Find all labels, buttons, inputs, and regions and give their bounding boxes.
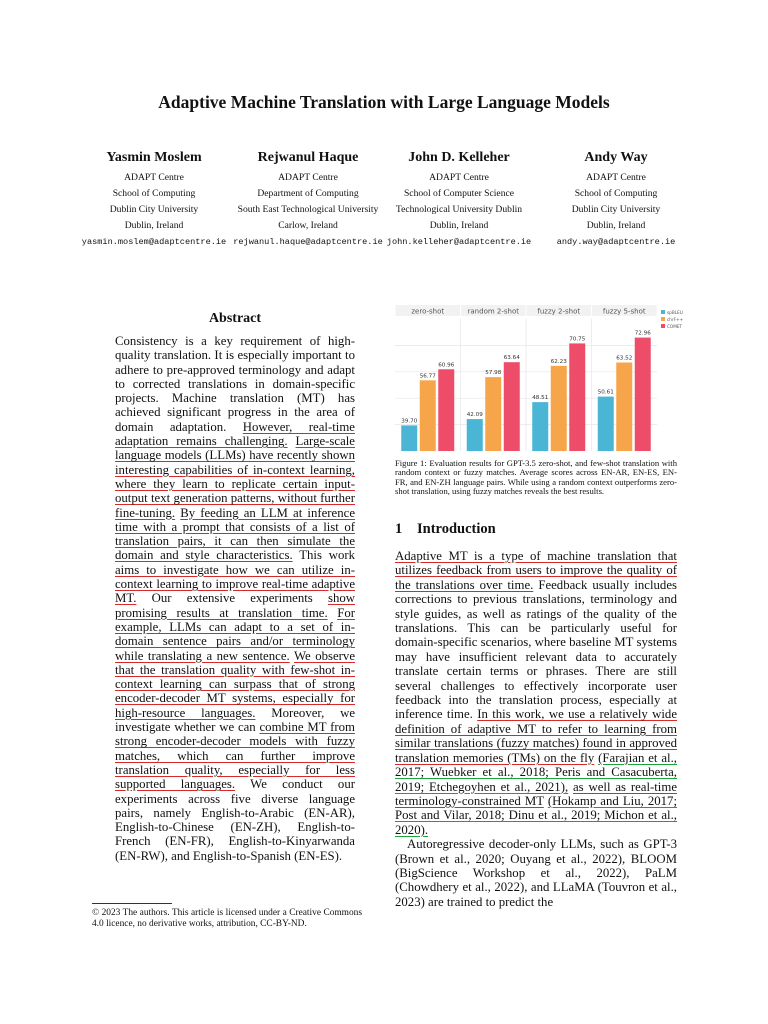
abstract-body: [115, 334, 355, 863]
section-title: Introduction: [417, 521, 496, 537]
highlight-span: For example, LLMs can adapt to a set of in-domain sentence pairs and/or terminology while translating a new sentence.: [115, 605, 355, 663]
bar: [438, 369, 454, 451]
footnote-rule: [92, 903, 172, 904]
legend-label: COMET: [667, 324, 683, 329]
facet-label: random 2-shot: [467, 307, 519, 316]
highlight-span: aims to investigate how we can utilize in-context learning to improve real-time adaptive MT.: [115, 562, 355, 606]
introduction-body: [395, 549, 677, 909]
author-affiliation: ADAPT Centre: [429, 172, 489, 183]
legend-label: spBLEU: [667, 310, 683, 315]
abstract-text: Our extensive experiments: [136, 591, 328, 606]
highlight-span: By feeding an LLM at inference time with a prompt that consists of a list of translation pairs, it can then simulate the domain and style characteristics.: [115, 505, 355, 563]
data-label: 60.96: [438, 362, 455, 369]
author-affiliation: School of Computing: [112, 188, 196, 199]
data-label: 42.09: [466, 412, 483, 419]
bar: [401, 425, 417, 451]
bar: [635, 338, 651, 451]
bar: [616, 363, 632, 451]
abstract-text: [328, 606, 338, 620]
author-affiliation: ADAPT Centre: [278, 172, 338, 183]
author-email[interactable]: john.kelleher@adaptcentre.ie: [386, 237, 532, 247]
intro-text: Feedback usually includes corrections to previous translations, terminology and style guides, as well as ratings of the quality of the translations. This can be particularly useful for domain-specific scenarios, where baseline MT systems may have insufficient relevant data to accurately translate certain terms or phrases. There are still several challenges to effectively incorporate user feedback into the translation process, especially at inference time.: [395, 577, 677, 722]
author-email[interactable]: andy.way@adaptcentre.ie: [556, 237, 676, 247]
intro-paragraph: [395, 549, 677, 837]
abstract-heading: Abstract: [208, 311, 262, 326]
legend-swatch: [661, 310, 665, 314]
copyright-footnote: © 2023 The authors. This article is licensed under a Creative Commons 4.0 licence, no derivative works, attribution, CC-BY-ND.: [92, 908, 362, 929]
data-label: 63.52: [616, 355, 633, 362]
highlight-span: as well as real-time terminology-constrained MT: [395, 779, 678, 808]
highlight-span: In this work, we use a relatively wide definition of adaptive MT to refer to learning from similar translations (fuzzy matches) found in approved translation memories (TMs) on the fly: [395, 707, 677, 765]
abstract-text: This work: [292, 548, 355, 563]
bar: [485, 377, 501, 451]
paper-title: Adaptive Machine Translation with Large Language Models: [158, 92, 610, 112]
data-label: 70.75: [569, 336, 586, 343]
bar: [504, 362, 520, 451]
data-label: 72.96: [634, 330, 651, 337]
data-label: 48.51: [532, 395, 549, 402]
author-affiliation: Technological University Dublin: [395, 204, 523, 215]
author-block: [516, 148, 716, 250]
author-affiliation: Dublin, Ireland: [429, 220, 489, 231]
figure-caption: Figure 1: Evaluation results for GPT-3.5 zero-shot, and few-shot translation with random context or fuzzy matches. Average scores across EN-AR, EN-ES, EN-FR, and EN-ZH language pairs. While using a random context outperforms zero-shot translation, using fuzzy matches reveals the best results.: [395, 458, 677, 497]
bar: [532, 402, 548, 451]
bar: [420, 380, 436, 451]
author-affiliation: ADAPT Centre: [124, 172, 184, 183]
author-affiliation: Dublin City University: [571, 204, 661, 215]
author-name: Rejwanul Haque: [257, 150, 359, 165]
author-affiliation: Dublin City University: [109, 204, 199, 215]
highlight-span: show promising results at translation time.: [115, 591, 355, 620]
highlight-span: Adaptive MT is a type of machine translation that utilizes feedback from users to improve the quality of the translations over time.: [395, 549, 677, 592]
highlight-span: combine MT from strong encoder-decoder models with fuzzy matches, which can further improve translation quality, especially for less supported languages.: [115, 720, 355, 792]
abstract-text: Consistency is a key requirement of high-quality translation. It is especially important to adhere to pre-approved terminology and adapt to corrected translations in domain-specific projects. Machine translation (MT) has achieved significant progress in the area of domain adaptation.: [115, 334, 355, 434]
author-affiliation: School of Computer Science: [403, 188, 515, 199]
data-label: 62.23: [550, 358, 567, 365]
author-affiliation: ADAPT Centre: [586, 172, 646, 183]
data-label: 39.70: [401, 418, 418, 425]
legend-swatch: [661, 317, 665, 321]
facet-label: zero-shot: [411, 307, 445, 316]
citation-span[interactable]: (Hokamp and Liu, 2017; Post and Vilar, 2018; Dinu et al., 2019; Michon et al., 2020).: [395, 793, 677, 837]
bar: [598, 397, 614, 451]
highlight-span: Large-scale language models (LLMs) have recently shown interesting capabilities of in-context learning, where they learn to replicate certain input-output text generation patterns, without further fine-tuning.: [115, 434, 355, 520]
legend-label: chrF++: [667, 317, 684, 322]
data-label: 50.61: [597, 389, 614, 396]
author-affiliation: Carlow, Ireland: [278, 220, 338, 231]
author-email[interactable]: rejwanul.haque@adaptcentre.ie: [233, 237, 383, 247]
highlight-span: We observe that the translation quality with few-shot in-context learning can surpass that of strong encoder-decoder MT systems, especially for high-resource languages.: [115, 648, 356, 720]
author-affiliation: Dublin, Ireland: [124, 220, 184, 231]
data-label: 63.64: [503, 355, 520, 362]
bar: [467, 419, 483, 451]
author-email[interactable]: yasmin.moslem@adaptcentre.ie: [81, 237, 227, 247]
author-name: Andy Way: [584, 150, 648, 165]
abstract-text: We conduct our experiments across five diverse language pairs, namely English-to-Arabic (EN-AR), English-to-Chinese (EN-ZH), English-to-French (EN-FR), English-to-Kinyarwanda (EN-RW), and English-to-Spanish (EN-ES).: [115, 777, 355, 863]
author-name: John D. Kelleher: [408, 150, 510, 165]
results-bar-chart: [395, 305, 705, 455]
citation-span[interactable]: (Farajian et al., 2017; Wuebker et al., 2018; Peris and Casacuberta, 2019; Etchegoyhen et al., 2021),: [395, 750, 677, 794]
highlight-span: However, real-time adaptation remains challenging.: [115, 419, 355, 449]
legend-swatch: [661, 324, 665, 328]
facet-label: fuzzy 5-shot: [602, 307, 646, 316]
author-affiliation: Department of Computing: [257, 188, 359, 199]
abstract-text: Moreover, we investigate whether we can: [115, 705, 356, 735]
author-affiliation: School of Computing: [574, 188, 658, 199]
data-label: 57.98: [485, 370, 502, 377]
author-affiliation: Dublin, Ireland: [586, 220, 646, 231]
section-heading: [395, 521, 677, 538]
facet-label: fuzzy 2-shot: [537, 307, 581, 316]
intro-paragraph: Autoregressive decoder-only LLMs, such as GPT-3 (Brown et al., 2020; Ouyang et al., 2022), BLOOM (BigScience Workshop et al., 2022), PaLM (Chowdhery et al., 2022), and LLaMA (Touvron et al., 2023) are trained to predict the: [395, 837, 677, 909]
section-number: 1: [395, 521, 403, 537]
bar: [569, 343, 585, 451]
abstract-text: [288, 434, 296, 448]
bar: [551, 366, 567, 451]
data-label: 56.77: [419, 373, 436, 380]
author-name: Yasmin Moslem: [106, 150, 202, 165]
author-affiliation: South East Technological University: [237, 204, 379, 215]
